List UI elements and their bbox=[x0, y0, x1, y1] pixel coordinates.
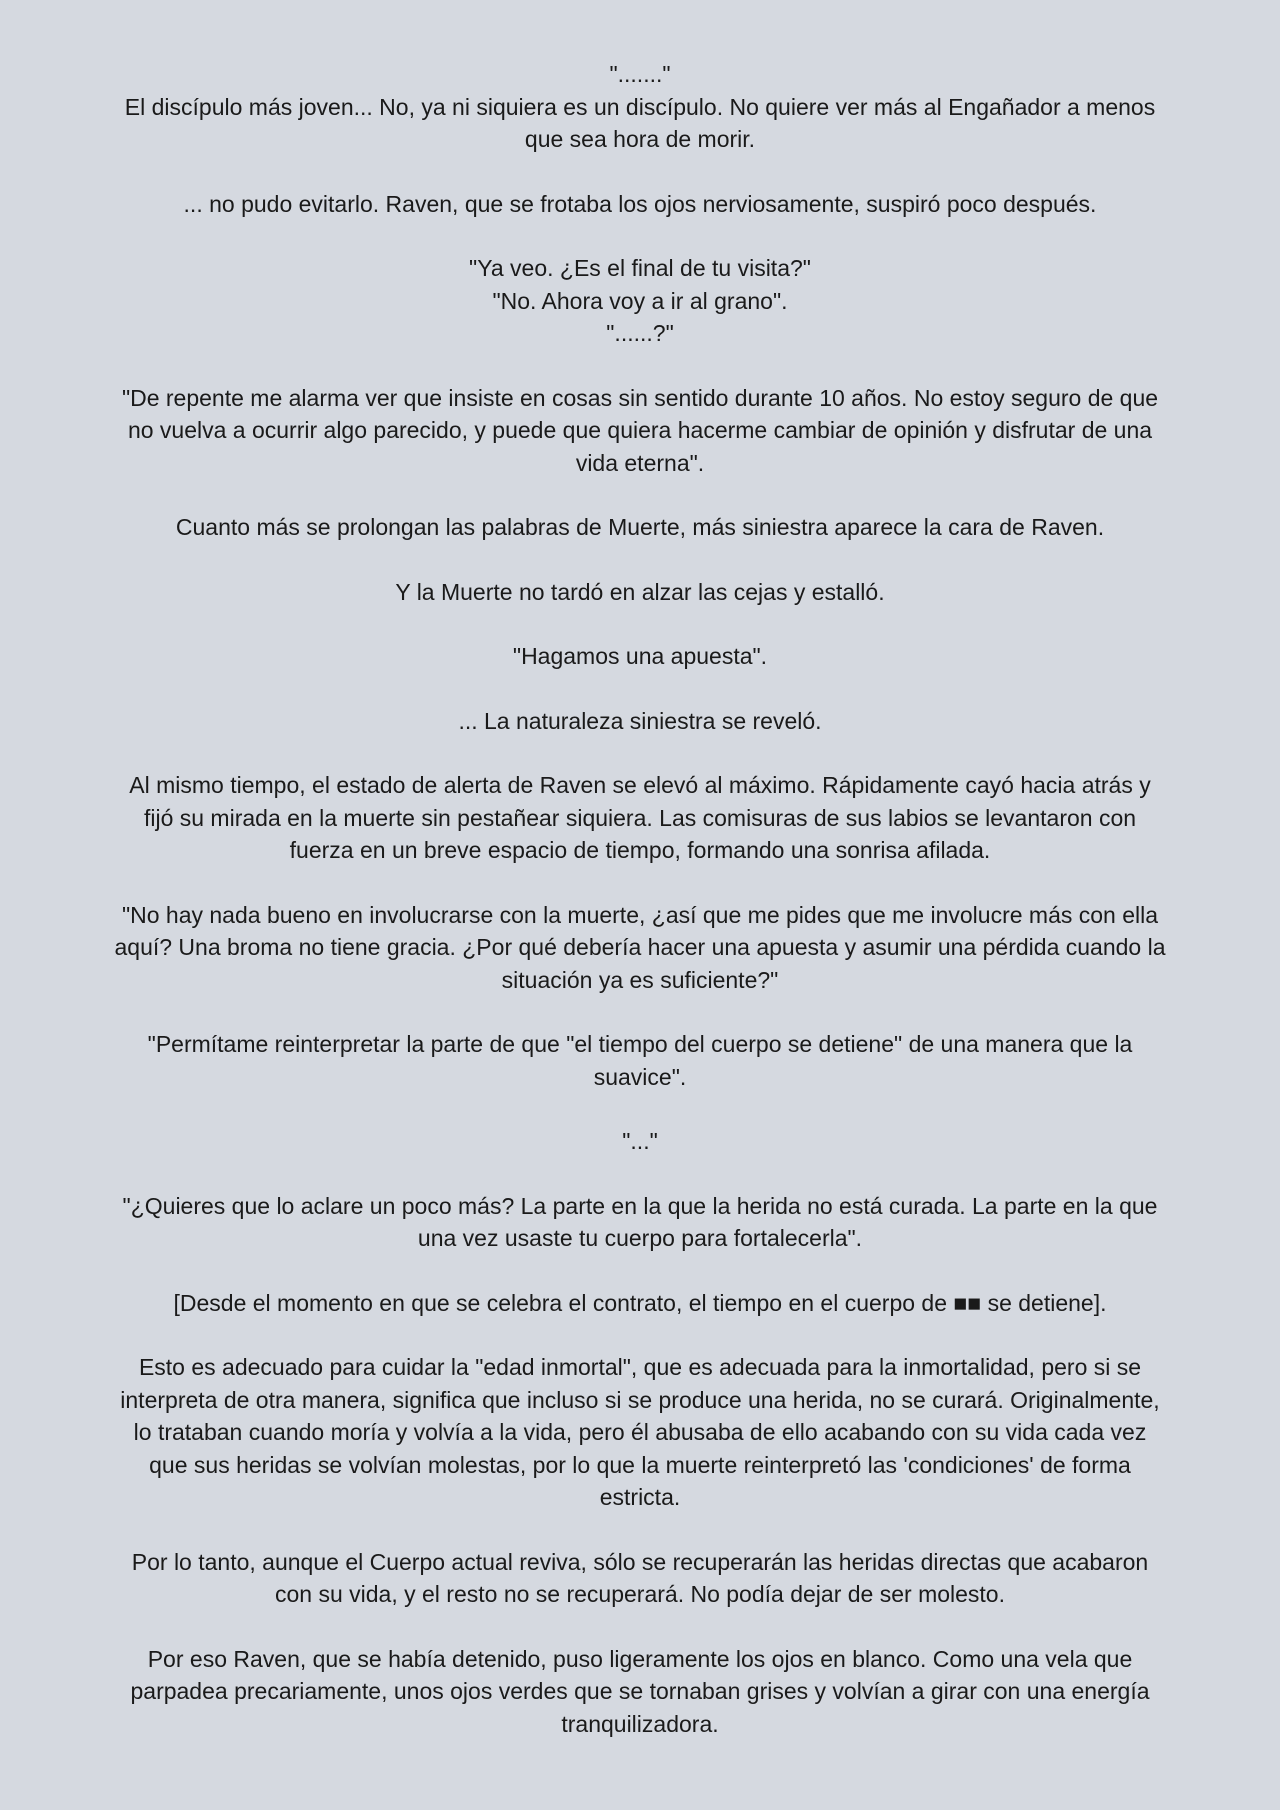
text-line: fijó su mirada en la muerte sin pestañear siquiera. Las comisuras de sus labios se levantaron con bbox=[143, 804, 1137, 831]
paragraph bbox=[70, 1643, 1210, 1741]
text-line: "......?" bbox=[606, 320, 674, 346]
text-line: Y la Muerte no tardó en alzar las cejas y estalló. bbox=[395, 578, 885, 605]
paragraph bbox=[70, 252, 1210, 350]
text-line: "No. Ahora voy a ir al grano". bbox=[492, 287, 788, 314]
text-line: "Hagamos una apuesta". bbox=[512, 643, 768, 669]
text-line: Cuanto más se prolongan las palabras de Muerte, más siniestra aparece la cara de Raven. bbox=[175, 514, 1105, 540]
paragraph bbox=[70, 382, 1210, 480]
text-line: Al mismo tiempo, el estado de alerta de Raven se elevó al máximo. Rápidamente cayó hacia atrás y bbox=[129, 772, 1151, 798]
text-line: fuerza en un breve espacio de tiempo, formando una sonrisa afilada. bbox=[289, 837, 991, 863]
text-line: Por eso Raven, que se había detenido, puso ligeramente los ojos en blanco. Como una vela que bbox=[147, 1645, 1133, 1672]
text-line: "De repente me alarma ver que insiste en cosas sin sentido durante 10 años. No estoy seguro de que bbox=[121, 384, 1159, 411]
text-line: situación ya es suficiente?" bbox=[501, 966, 779, 993]
paragraph bbox=[70, 1287, 1210, 1320]
paragraph bbox=[70, 1351, 1210, 1514]
text-line: "Permítame reinterpretar la parte de que "el tiempo del cuerpo se detiene" de una manera que la bbox=[147, 1031, 1133, 1057]
text-line: una vez usaste tu cuerpo para fortalecerla". bbox=[417, 1225, 863, 1251]
text-line: suavice". bbox=[593, 1063, 687, 1090]
text-line: que sus heridas se volvían molestas, por lo que la muerte reinterpretó las 'condiciones' de forma bbox=[149, 1451, 1131, 1478]
text-line: Por lo tanto, aunque el Cuerpo actual reviva, sólo se recuperarán las heridas directas que acabaron bbox=[131, 1548, 1149, 1575]
text-line: interpreta de otra manera, significa que incluso si se produce una herida, no se curará. Originalmente, bbox=[120, 1386, 1160, 1413]
text-line: parpadea precariamente, unos ojos verdes que se tornaban grises y volvían a girar con una energía bbox=[130, 1678, 1150, 1704]
paragraph bbox=[70, 58, 1210, 156]
text-line: ... no pudo evitarlo. Raven, que se frotaba los ojos nerviosamente, suspiró poco después. bbox=[183, 190, 1097, 217]
text-line: vida eterna". bbox=[575, 449, 705, 476]
paragraph bbox=[70, 576, 1210, 609]
text-line: "..." bbox=[622, 1128, 658, 1154]
text-line: [Desde el momento en que se celebra el contrato, el tiempo en el cuerpo de ■■ se detiene]. bbox=[173, 1289, 1107, 1316]
paragraph bbox=[70, 511, 1210, 544]
paragraph bbox=[70, 640, 1210, 673]
paragraph bbox=[70, 188, 1210, 221]
text-line: ... La naturaleza siniestra se reveló. bbox=[458, 707, 822, 734]
paragraph bbox=[70, 1190, 1210, 1255]
text-line: estricta. bbox=[599, 1484, 681, 1510]
paragraph bbox=[70, 1028, 1210, 1093]
text-line: "¿Quieres que lo aclare un poco más? La parte en la que la herida no está curada. La parte en la que bbox=[122, 1192, 1158, 1219]
paragraph bbox=[70, 899, 1210, 997]
text-line: que sea hora de morir. bbox=[524, 126, 756, 152]
text-line: con su vida, y el resto no se recuperará. No podía dejar de ser molesto. bbox=[274, 1581, 1005, 1607]
text-line: "......." bbox=[609, 61, 671, 87]
text-line: "No hay nada bueno en involucrarse con la muerte, ¿así que me pides que me involucre más con ella bbox=[121, 901, 1159, 928]
text-line: aquí? Una broma no tiene gracia. ¿Por qué debería hacer una apuesta y asumir una pérdida cuando la bbox=[114, 934, 1166, 960]
text-line: no vuelva a ocurrir algo parecido, y puede que quiera hacerme cambiar de opinión y disfrutar de una bbox=[127, 417, 1153, 443]
paragraph bbox=[70, 1546, 1210, 1611]
paragraph bbox=[70, 769, 1210, 867]
paragraph bbox=[70, 1125, 1210, 1158]
text-line: lo trataban cuando moría y volvía a la vida, pero él abusaba de ello acabando con su vida cada vez bbox=[133, 1419, 1147, 1445]
paragraph bbox=[70, 705, 1210, 738]
text-line: Esto es adecuado para cuidar la "edad inmortal", que es adecuada para la inmortalidad, pero si se bbox=[138, 1354, 1142, 1380]
text-line: El discípulo más joven... No, ya ni siquiera es un discípulo. No quiere ver más al Engañador a menos bbox=[124, 93, 1156, 120]
text-line: "Ya veo. ¿Es el final de tu visita?" bbox=[469, 255, 811, 281]
text-line: tranquilizadora. bbox=[561, 1710, 719, 1737]
